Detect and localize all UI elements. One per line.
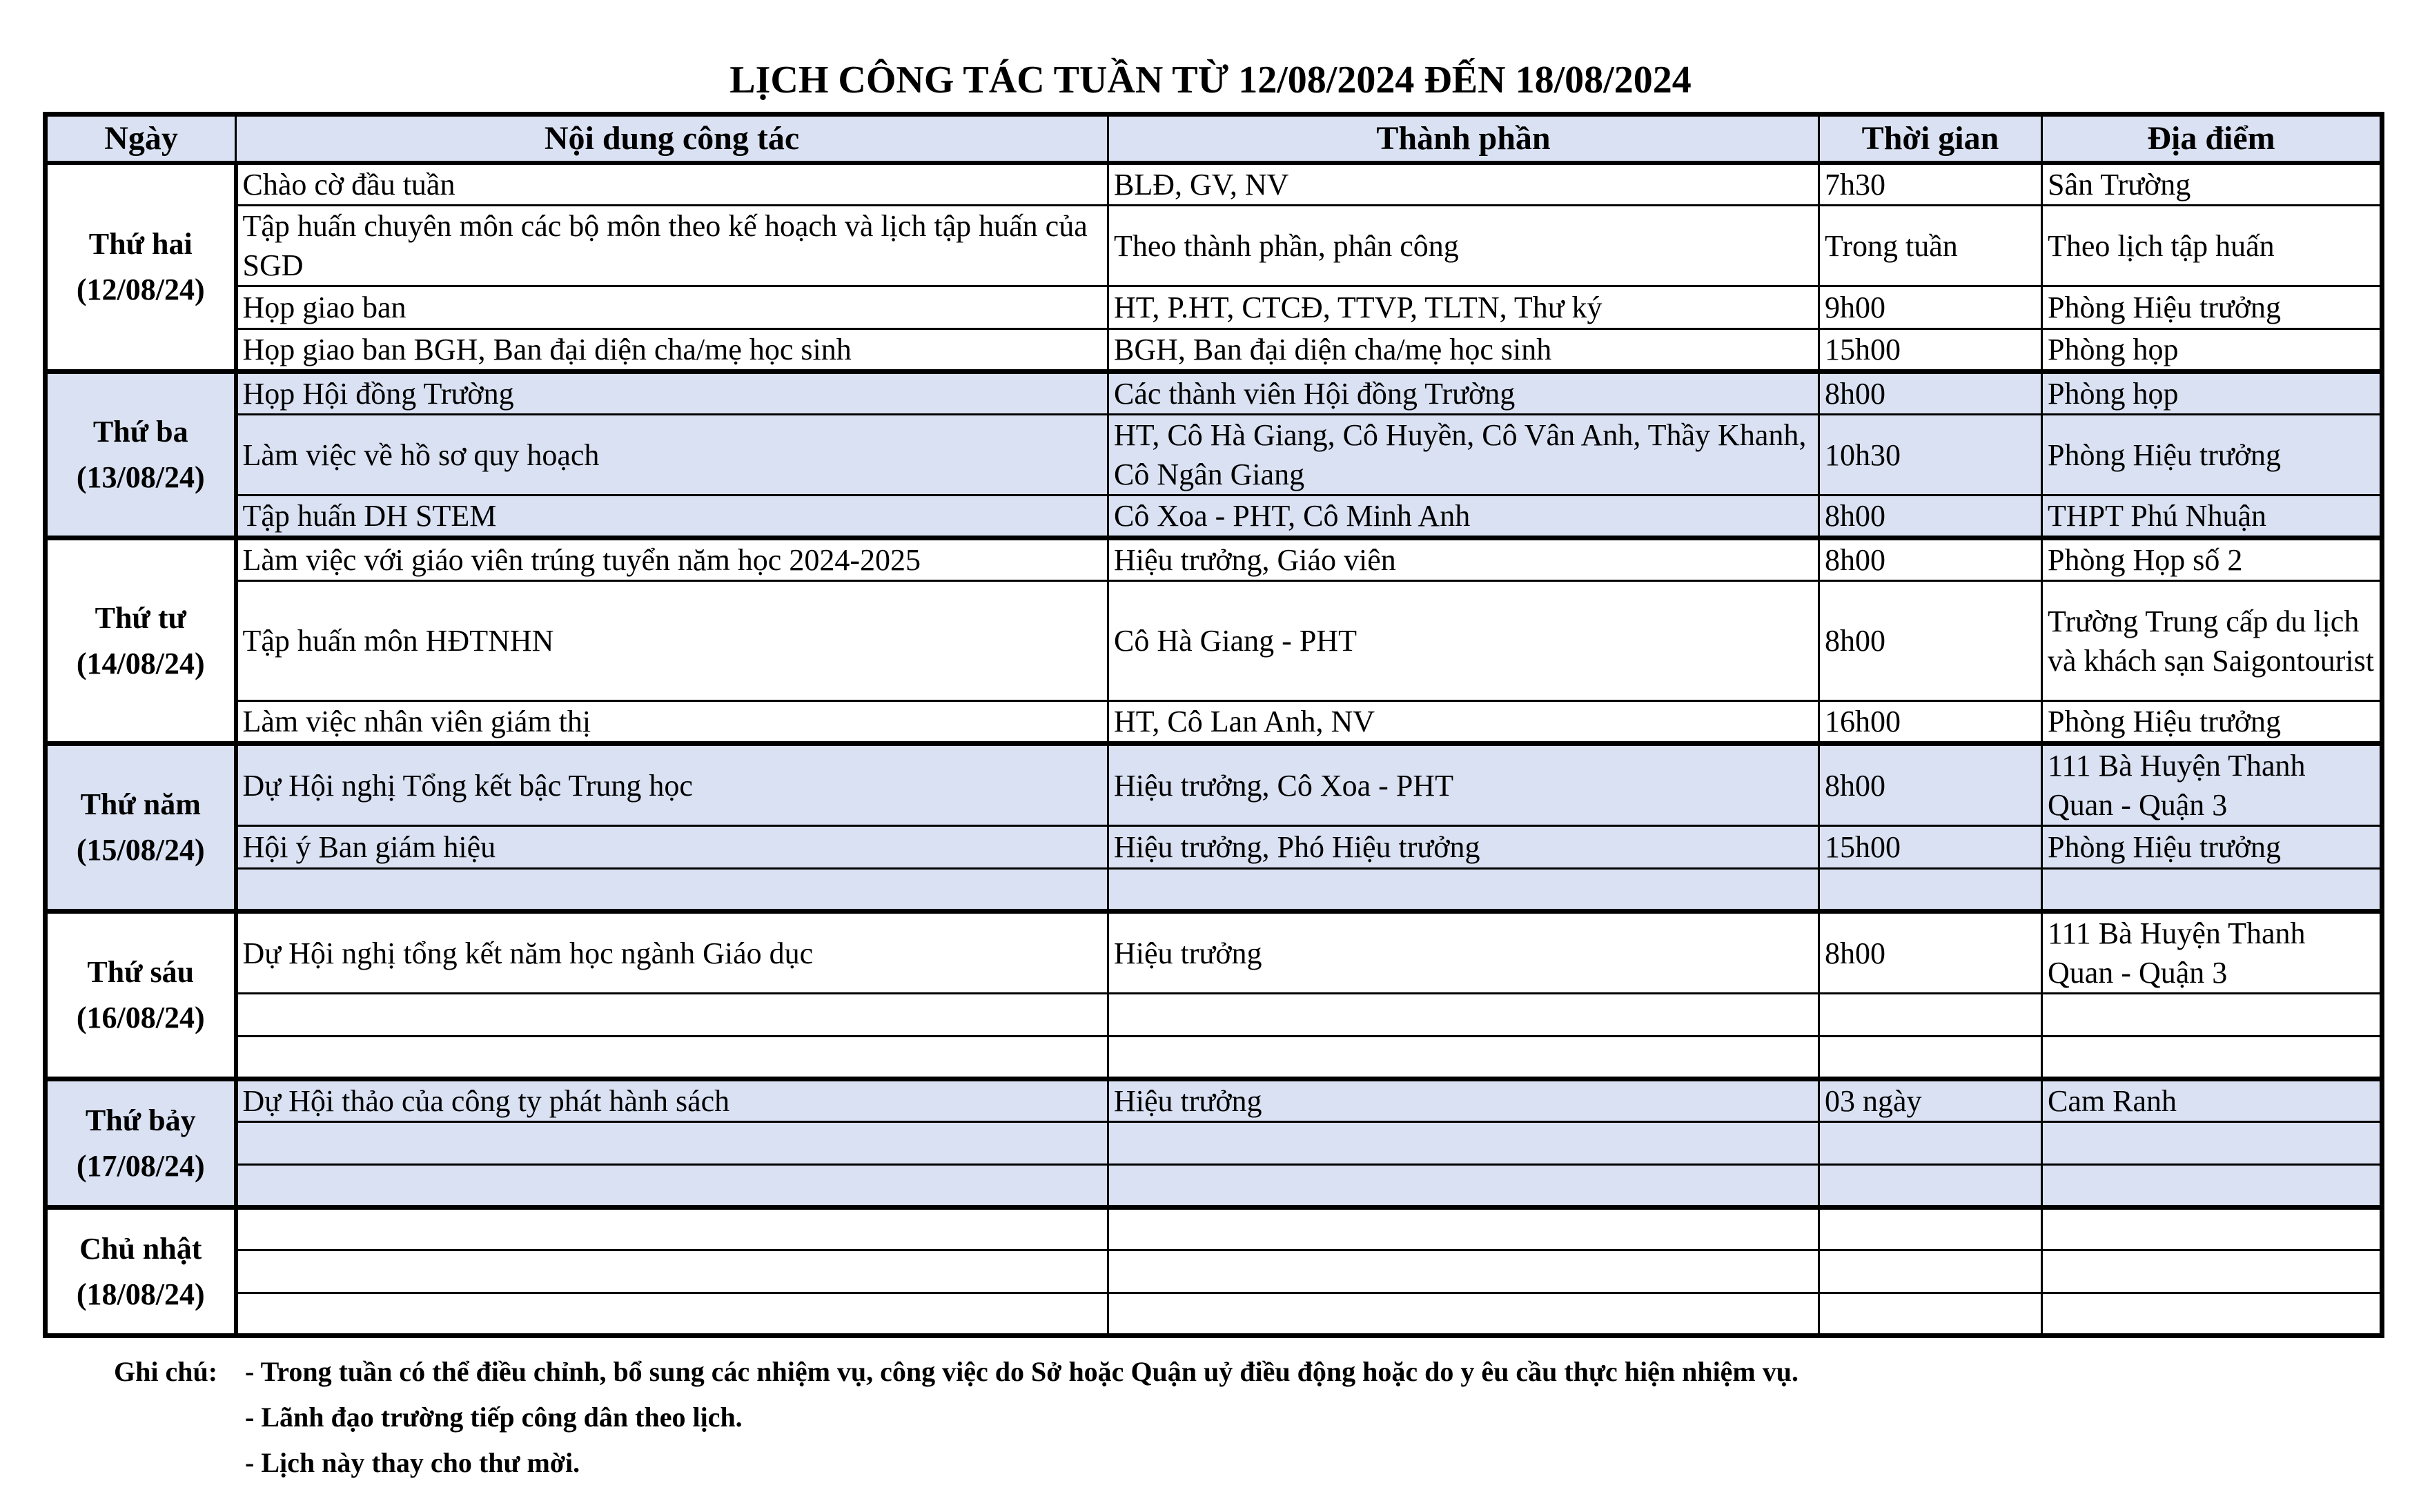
cell-content: Tập huấn chuyên môn các bộ môn theo kế hoạch và lịch tập huấn của SGD [236,206,1108,286]
cell-time [1819,1165,2042,1208]
table-row [46,1293,2382,1336]
cell-time: 03 ngày [1819,1079,2042,1122]
cell-content [236,994,1108,1037]
cell-content: Hội ý Ban giám hiệu [236,826,1108,869]
schedule-body [46,163,2382,1336]
cell-members: Hiệu trưởng, Cô Xoa - PHT [1108,744,1819,826]
cell-time [1819,1293,2042,1336]
cell-time: 7h30 [1819,163,2042,206]
day-cell [46,538,236,744]
cell-place: 111 Bà Huyện Thanh Quan - Quận 3 [2042,912,2382,994]
table-row [46,495,2382,538]
cell-time: 9h00 [1819,286,2042,329]
table-row [46,1250,2382,1293]
table-row [46,581,2382,701]
day-cell [46,163,236,372]
notes-label: Ghi chú: [114,1356,218,1387]
cell-content [236,1122,1108,1165]
table-row [46,538,2382,581]
table-row [46,994,2382,1037]
day-date: (18/08/24) [76,1277,205,1311]
note-line: - Trong tuần có thể điều chỉnh, bổ sung các nhiệm vụ, công việc do Sở hoặc Quận uỷ điều động hoặc do y êu cầu thực hiện nhiệm vụ. [245,1356,1798,1387]
cell-place: Trường Trung cấp du lịch và khách sạn Saigontourist [2042,581,2382,701]
cell-place: Theo lịch tập huấn [2042,206,2382,286]
cell-content: Làm việc về hồ sơ quy hoạch [236,415,1108,495]
page-title: LỊCH CÔNG TÁC TUẦN TỪ 12/08/2024 ĐẾN 18/08/2024 [729,59,1692,101]
cell-content [236,1293,1108,1336]
cell-place [2042,1250,2382,1293]
table-row [46,869,2382,912]
day-name: Thứ ba [92,415,188,449]
cell-place [2042,1122,2382,1165]
cell-content [236,1165,1108,1208]
cell-place [2042,1293,2382,1336]
day-cell [46,1079,236,1208]
day-cell [46,1208,236,1336]
cell-members [1108,1037,1819,1079]
cell-members: HT, Cô Lan Anh, NV [1108,701,1819,744]
cell-time: 16h00 [1819,701,2042,744]
table-row [46,372,2382,415]
cell-content [236,1208,1108,1250]
cell-members: Hiệu trưởng, Giáo viên [1108,538,1819,581]
cell-members: Cô Hà Giang - PHT [1108,581,1819,701]
day-name: Thứ hai [88,226,193,261]
cell-members [1108,1122,1819,1165]
day-name: Thứ bảy [85,1103,196,1137]
cell-place [2042,1037,2382,1079]
cell-place [2042,994,2382,1037]
day-name: Chủ nhật [79,1231,202,1266]
cell-time: 8h00 [1819,912,2042,994]
cell-place: 111 Bà Huyện Thanh Quan - Quận 3 [2042,744,2382,826]
cell-members: Các thành viên Hội đồng Trường [1108,372,1819,415]
cell-content [236,1250,1108,1293]
table-row [46,329,2382,372]
cell-time: 8h00 [1819,372,2042,415]
cell-content: Tập huấn môn HĐTNHN [236,581,1108,701]
cell-members [1108,994,1819,1037]
cell-content: Dự Hội nghị tổng kết năm học ngành Giáo dục [236,912,1108,994]
cell-place [2042,1165,2382,1208]
notes-lines [245,1349,2315,1486]
col-header-day: Ngày [46,115,236,163]
cell-members [1108,869,1819,912]
cell-content [236,1037,1108,1079]
header-row [46,115,2382,163]
cell-members [1108,1250,1819,1293]
cell-place: Sân Trường [2042,163,2382,206]
cell-members: HT, Cô Hà Giang, Cô Huyền, Cô Vân Anh, Thầy Khanh, Cô Ngân Giang [1108,415,1819,495]
cell-content: Dự Hội thảo của công ty phát hành sách [236,1079,1108,1122]
schedule-table [43,112,2384,1338]
day-date: (17/08/24) [76,1148,205,1183]
cell-place: Phòng họp [2042,372,2382,415]
cell-place [2042,1208,2382,1250]
cell-time [1819,1037,2042,1079]
cell-time: 15h00 [1819,329,2042,372]
cell-time: 8h00 [1819,538,2042,581]
table-row [46,912,2382,994]
cell-place: THPT Phú Nhuận [2042,495,2382,538]
table-row [46,206,2382,286]
table-row [46,826,2382,869]
cell-place: Phòng Hiệu trưởng [2042,286,2382,329]
cell-members: BGH, Ban đại diện cha/mẹ học sinh [1108,329,1819,372]
cell-members: Cô Xoa - PHT, Cô Minh Anh [1108,495,1819,538]
cell-content: Chào cờ đầu tuần [236,163,1108,206]
table-row [46,1208,2382,1250]
cell-place: Phòng họp [2042,329,2382,372]
table-row [46,415,2382,495]
cell-content: Họp giao ban [236,286,1108,329]
day-cell [46,912,236,1079]
cell-content: Làm việc với giáo viên trúng tuyển năm học 2024-2025 [236,538,1108,581]
day-cell [46,744,236,912]
day-date: (12/08/24) [76,272,205,306]
day-date: (16/08/24) [76,1001,205,1034]
cell-members: HT, P.HT, CTCĐ, TTVP, TLTN, Thư ký [1108,286,1819,329]
cell-time: 15h00 [1819,826,2042,869]
cell-time [1819,1208,2042,1250]
col-header-members: Thành phần [1108,115,1819,163]
day-date: (13/08/24) [76,460,205,494]
cell-time [1819,869,2042,912]
day-name: Thứ tư [95,600,186,635]
cell-time: 8h00 [1819,581,2042,701]
cell-place: Phòng Họp số 2 [2042,538,2382,581]
cell-place: Phòng Hiệu trưởng [2042,701,2382,744]
table-row [46,163,2382,206]
cell-time [1819,1250,2042,1293]
col-header-content: Nội dung công tác [236,115,1108,163]
cell-members: Hiệu trưởng [1108,912,1819,994]
table-row [46,1165,2382,1208]
cell-members: BLĐ, GV, NV [1108,163,1819,206]
day-name: Thứ năm [80,787,201,821]
day-date: (14/08/24) [76,646,205,680]
cell-content [236,869,1108,912]
table-row [46,286,2382,329]
cell-members [1108,1208,1819,1250]
cell-members: Theo thành phần, phân công [1108,206,1819,286]
day-date: (15/08/24) [76,833,205,867]
col-header-time: Thời gian [1819,115,2042,163]
table-row [46,1122,2382,1165]
cell-time: Trong tuần [1819,206,2042,286]
table-row [46,1079,2382,1122]
cell-content: Tập huấn DH STEM [236,495,1108,538]
day-cell [46,372,236,538]
day-name: Thứ sáu [87,955,195,989]
table-row [46,744,2382,826]
cell-members: Hiệu trưởng [1108,1079,1819,1122]
note-line: - Lịch này thay cho thư mời. [245,1447,580,1478]
cell-members [1108,1165,1819,1208]
table-row [46,1037,2382,1079]
cell-place: Cam Ranh [2042,1079,2382,1122]
cell-time: 10h30 [1819,415,2042,495]
cell-content: Họp Hội đồng Trường [236,372,1108,415]
cell-members [1108,1293,1819,1336]
cell-content: Làm việc nhân viên giám thị [236,701,1108,744]
cell-members: Hiệu trưởng, Phó Hiệu trưởng [1108,826,1819,869]
col-header-place: Địa điểm [2042,115,2382,163]
cell-time: 8h00 [1819,495,2042,538]
cell-place: Phòng Hiệu trưởng [2042,415,2382,495]
table-row [46,701,2382,744]
cell-time [1819,994,2042,1037]
cell-place: Phòng Hiệu trưởng [2042,826,2382,869]
cell-content: Họp giao ban BGH, Ban đại diện cha/mẹ học sinh [236,329,1108,372]
cell-time [1819,1122,2042,1165]
cell-content: Dự Hội nghị Tổng kết bậc Trung học [236,744,1108,826]
cell-time: 8h00 [1819,744,2042,826]
cell-place [2042,869,2382,912]
note-line: - Lãnh đạo trường tiếp công dân theo lịch. [245,1402,743,1433]
